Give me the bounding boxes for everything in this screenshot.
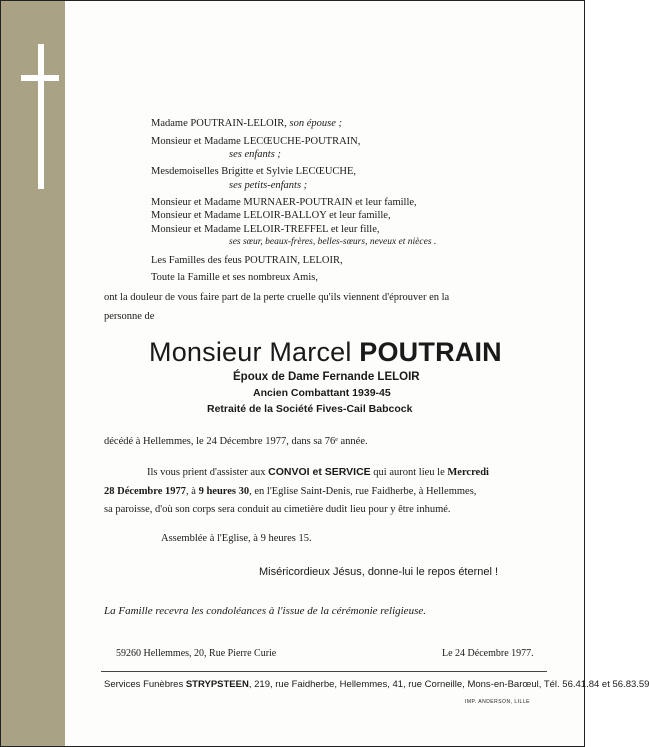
family-line-6: Monsieur et Madame LELOIR-TREFFEL et leur fille, bbox=[151, 224, 380, 235]
family-line-2-relation: ses enfants ; bbox=[229, 149, 281, 160]
deceased-name: Monsieur Marcel POUTRAIN bbox=[149, 337, 502, 367]
family-line-2: Monsieur et Madame LECŒUCHE-POUTRAIN, bbox=[151, 136, 361, 147]
funeral-services: Services Funèbres STRYPSTEEN, 219, rue Faidherbe, Hellemmes, 41, rue Corneille, Mons-en-Barœul, Tél. 56.41.84 et 56.83.59 bbox=[104, 679, 649, 690]
service-line-1: Ils vous prient d'assister aux CONVOI et SERVICE qui auront lieu le Mercredi bbox=[147, 466, 489, 478]
family-line-3: Mesdemoiselles Brigitte et Sylvie LECŒUCHE, bbox=[151, 166, 357, 177]
family-line-6-relation: ses sœur, beaux-frères, belles-sœurs, neveux et nièces . bbox=[229, 237, 437, 247]
deceased-spouse: Époux de Dame Fernande LELOIR bbox=[233, 371, 420, 383]
divider bbox=[101, 671, 547, 672]
family-line-4: Monsieur et Madame MURNAER-POUTRAIN et leur famille, bbox=[151, 197, 417, 208]
family-line-5: Monsieur et Madame LELOIR-BALLOY et leur famille, bbox=[151, 210, 391, 221]
announce-line-2: personne de bbox=[104, 311, 155, 322]
family-line-1: Madame POUTRAIN-LELOIR, son épouse ; bbox=[151, 118, 343, 129]
family-line-7: Les Familles des feus POUTRAIN, LELOIR, bbox=[151, 255, 343, 266]
date: Le 24 Décembre 1977. bbox=[442, 648, 534, 659]
family-line-3-relation: ses petits-enfants ; bbox=[229, 180, 308, 191]
condolences: La Famille recevra les condoléances à l'issue de la cérémonie religieuse. bbox=[104, 605, 426, 617]
printer-mark: IMP. ANDERSON, LILLE bbox=[465, 699, 530, 705]
deceased-veteran: Ancien Combattant 1939-45 bbox=[253, 387, 391, 399]
family-line-8: Toute la Famille et ses nombreux Amis, bbox=[151, 272, 318, 283]
deceased-retired: Retraité de la Société Fives-Cail Babcock bbox=[207, 403, 413, 415]
death-line: décédé à Hellemmes, le 24 Décembre 1977, dans sa 76ᵉ année. bbox=[104, 436, 368, 447]
service-line-3: sa paroisse, d'où son corps sera conduit au cimetière dudit lieu pour y être inhumé. bbox=[104, 504, 451, 515]
cross-icon-bar bbox=[21, 75, 59, 81]
assembly-line: Assemblée à l'Eglise, à 9 heures 15. bbox=[161, 533, 312, 544]
prayer: Miséricordieux Jésus, donne-lui le repos éternel ! bbox=[259, 566, 499, 578]
announce-line-1: ont la douleur de vous faire part de la perte cruelle qu'ils viennent d'éprouver en la bbox=[104, 292, 450, 303]
cross-icon bbox=[38, 44, 44, 189]
mourning-band bbox=[1, 1, 65, 746]
address: 59260 Hellemmes, 20, Rue Pierre Curie bbox=[116, 648, 277, 659]
service-line-2: 28 Décembre 1977, à 9 heures 30, en l'Eglise Saint-Denis, rue Faidherbe, à Hellemmes, bbox=[104, 486, 477, 497]
